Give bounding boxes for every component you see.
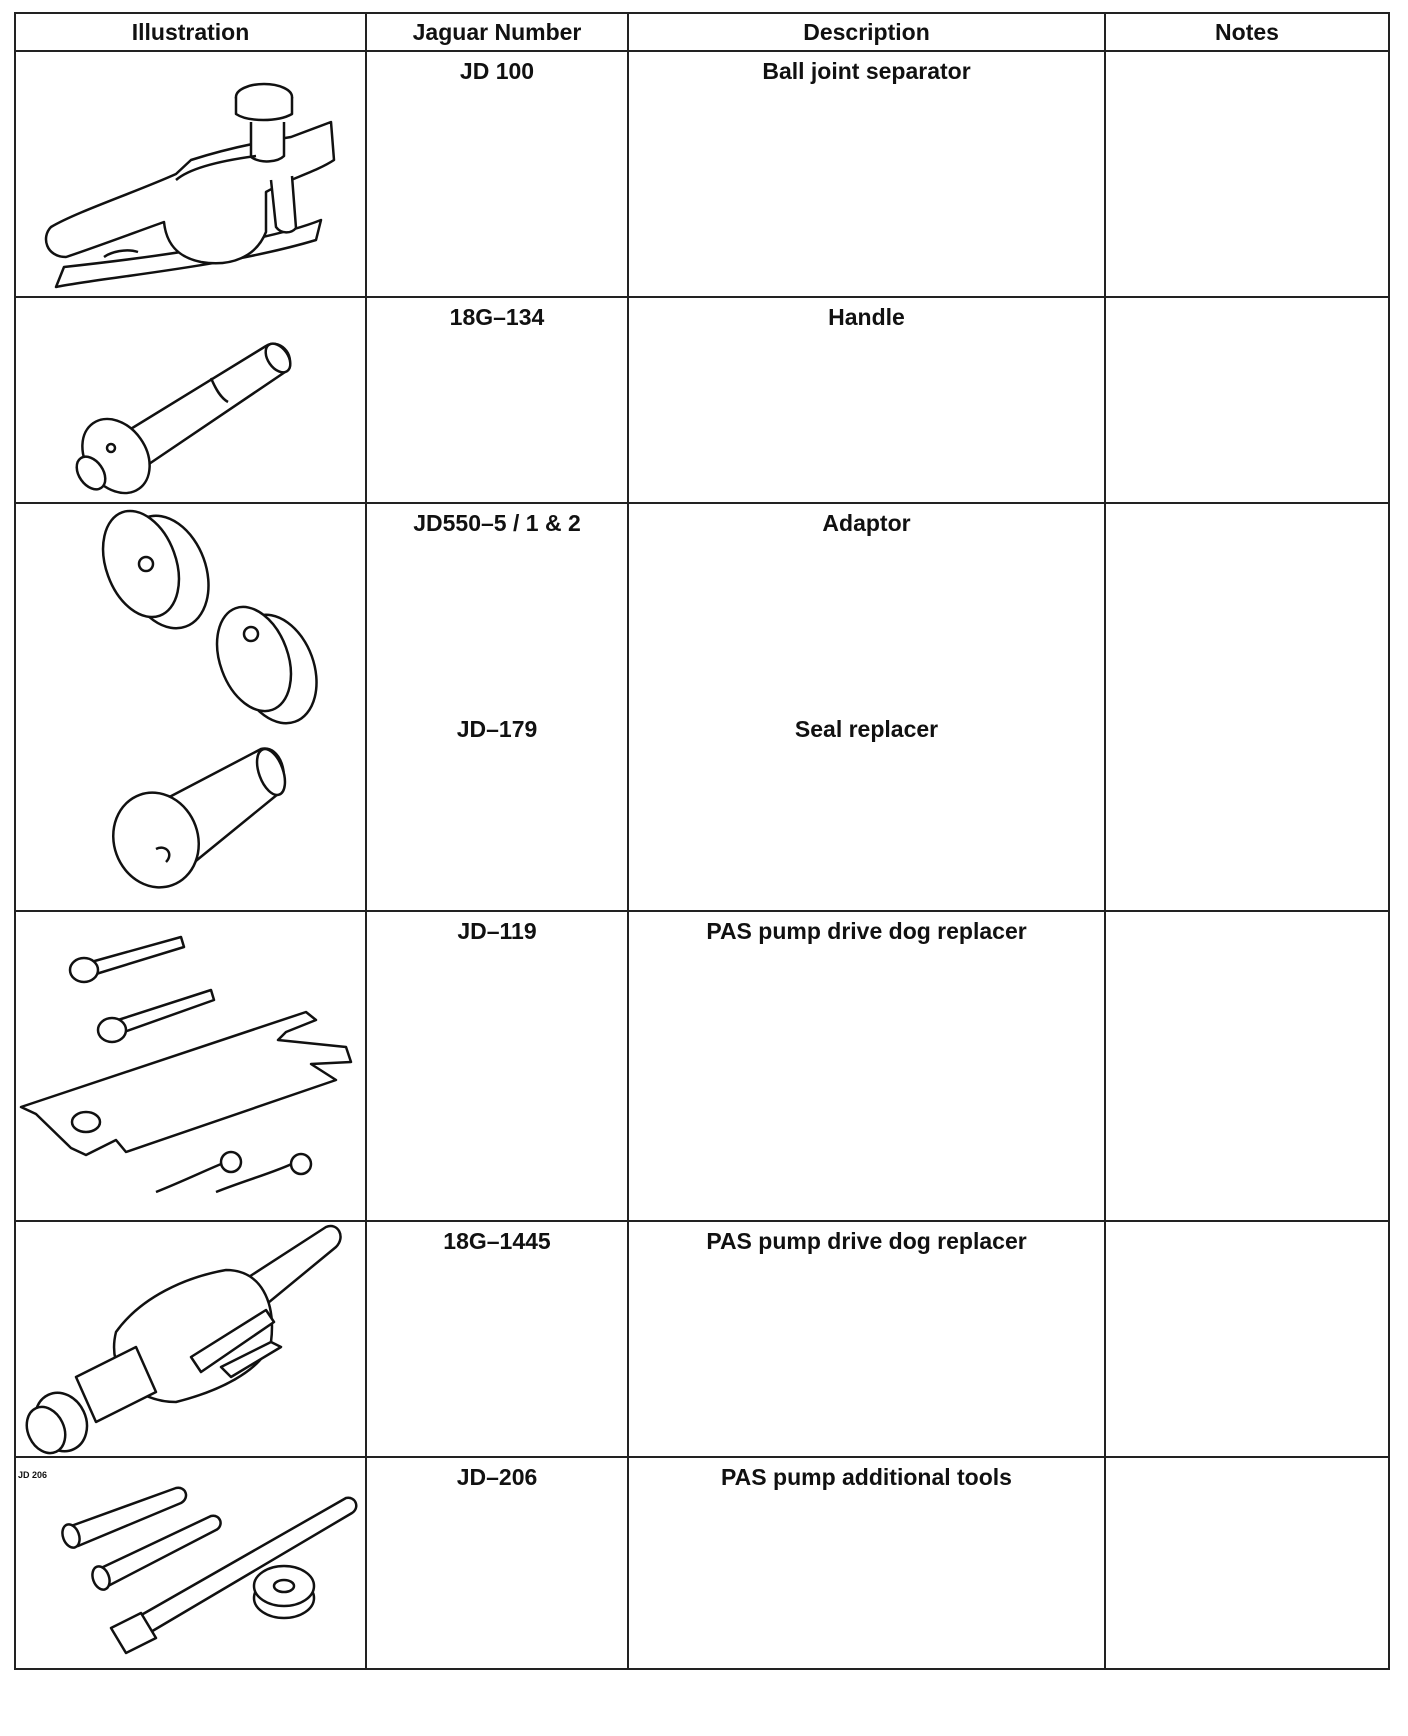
notes <box>1106 298 1388 304</box>
header-jaguar-number: Jaguar Number <box>366 13 628 51</box>
notes-cell <box>1105 911 1389 1221</box>
jaguar-number-cell <box>366 51 628 297</box>
description: Adaptor <box>822 510 911 536</box>
header-row <box>15 13 1389 51</box>
notes <box>1106 1458 1388 1464</box>
jaguar-number-second: JD–179 <box>456 716 538 742</box>
notes-cell <box>1105 297 1389 503</box>
illustration-cell <box>15 503 366 911</box>
adaptor-and-seal-replacer-drawing <box>16 504 365 910</box>
description: PAS pump drive dog replacer <box>706 918 1027 944</box>
description-second: Seal replacer <box>794 716 939 742</box>
description-cell <box>628 51 1105 297</box>
description: Handle <box>828 304 905 330</box>
jaguar-number-cell <box>366 1457 628 1669</box>
jaguar-number: 18G–134 <box>449 304 545 330</box>
jaguar-number-cell <box>366 1221 628 1457</box>
illustration-label: JD 206 <box>18 1470 48 1480</box>
notes <box>1106 912 1388 918</box>
illustration-cell <box>15 51 366 297</box>
notes-cell <box>1105 1221 1389 1457</box>
jaguar-number-cell <box>366 503 628 911</box>
table-row <box>15 51 1389 297</box>
header-illustration: Illustration <box>15 13 366 51</box>
description-cell <box>628 1457 1105 1669</box>
jaguar-number-cell <box>366 297 628 503</box>
drive-dog-replacer-tool-drawing <box>16 1222 365 1456</box>
table-row <box>15 1221 1389 1457</box>
description-cell <box>628 297 1105 503</box>
drive-dog-replacer-kit-drawing <box>16 912 365 1220</box>
jaguar-number: JD–206 <box>456 1464 538 1490</box>
illustration-cell <box>15 1457 366 1669</box>
jaguar-number: JD–119 <box>457 918 537 944</box>
illustration-cell <box>15 1221 366 1457</box>
description-cell <box>628 911 1105 1221</box>
handle-drawing <box>16 298 365 502</box>
illustration-cell <box>15 911 366 1221</box>
jaguar-number: JD 100 <box>459 58 535 84</box>
ball-joint-separator-drawing <box>16 52 365 296</box>
notes-cell <box>1105 51 1389 297</box>
jaguar-number-cell <box>366 911 628 1221</box>
notes <box>1106 52 1388 58</box>
header-notes: Notes <box>1105 13 1389 51</box>
description: PAS pump additional tools <box>721 1464 1012 1490</box>
description: PAS pump drive dog replacer <box>706 1228 1027 1254</box>
description: Ball joint separator <box>762 58 971 84</box>
additional-tools-drawing <box>16 1458 365 1668</box>
table-row <box>15 297 1389 503</box>
notes-cell <box>1105 1457 1389 1669</box>
description-cell <box>628 1221 1105 1457</box>
tools-table <box>14 12 1390 1670</box>
header-description: Description <box>628 13 1105 51</box>
table-row <box>15 503 1389 911</box>
notes <box>1106 504 1388 510</box>
notes <box>1106 1222 1388 1228</box>
notes-cell <box>1105 503 1389 911</box>
description-cell <box>628 503 1105 911</box>
table-row <box>15 911 1389 1221</box>
jaguar-number: JD550–5 / 1 & 2 <box>413 510 581 536</box>
jaguar-number: 18G–1445 <box>443 1228 551 1254</box>
illustration-cell <box>15 297 366 503</box>
table-row <box>15 1457 1389 1669</box>
